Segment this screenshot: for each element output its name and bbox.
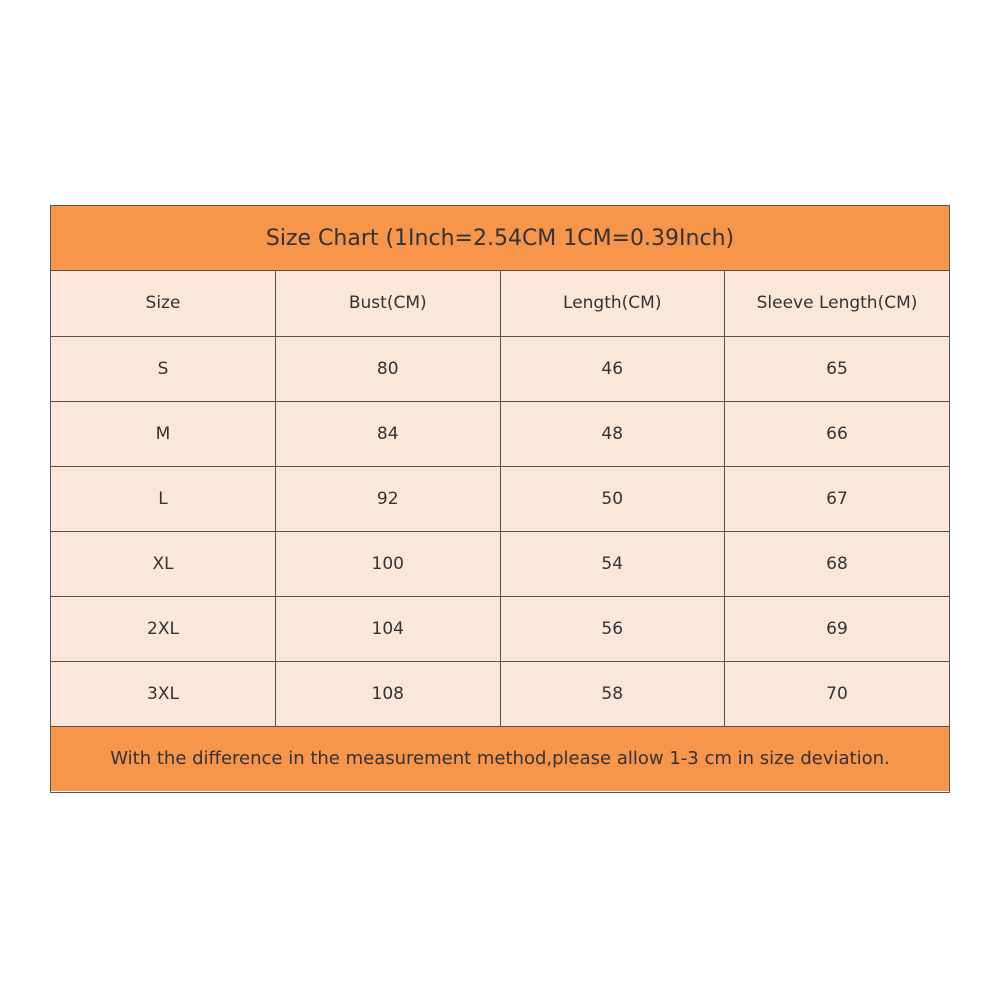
table-row <box>51 401 949 466</box>
deviation-note: With the difference in the measurement method,please allow 1-3 cm in size deviation. <box>51 727 949 791</box>
cell-bust: 104 <box>276 596 501 661</box>
cell-length: 54 <box>500 531 725 596</box>
cell-sleeve-length: 70 <box>725 661 950 726</box>
header-row <box>51 271 949 336</box>
cell-sleeve-length: 67 <box>725 466 950 531</box>
cell-length: 50 <box>500 466 725 531</box>
cell-size: L <box>51 466 276 531</box>
chart-title: Size Chart (1Inch=2.54CM 1CM=0.39Inch) <box>51 206 949 271</box>
cell-length: 46 <box>500 336 725 401</box>
header-length: Length(CM) <box>500 271 725 336</box>
cell-length: 58 <box>500 661 725 726</box>
cell-size: 3XL <box>51 661 276 726</box>
cell-size: M <box>51 401 276 466</box>
cell-bust: 100 <box>276 531 501 596</box>
cell-bust: 92 <box>276 466 501 531</box>
cell-bust: 108 <box>276 661 501 726</box>
table-row <box>51 531 949 596</box>
cell-size: XL <box>51 531 276 596</box>
cell-bust: 80 <box>276 336 501 401</box>
header-bust: Bust(CM) <box>276 271 501 336</box>
cell-length: 56 <box>500 596 725 661</box>
header-sleeve-length: Sleeve Length(CM) <box>725 271 950 336</box>
cell-sleeve-length: 68 <box>725 531 950 596</box>
cell-bust: 84 <box>276 401 501 466</box>
cell-length: 48 <box>500 401 725 466</box>
header-size: Size <box>51 271 276 336</box>
size-chart <box>50 205 950 793</box>
table-row <box>51 466 949 531</box>
size-table <box>51 271 949 727</box>
table-row <box>51 661 949 726</box>
cell-sleeve-length: 65 <box>725 336 950 401</box>
cell-size: S <box>51 336 276 401</box>
cell-size: 2XL <box>51 596 276 661</box>
cell-sleeve-length: 66 <box>725 401 950 466</box>
table-row <box>51 596 949 661</box>
cell-sleeve-length: 69 <box>725 596 950 661</box>
table-row <box>51 336 949 401</box>
